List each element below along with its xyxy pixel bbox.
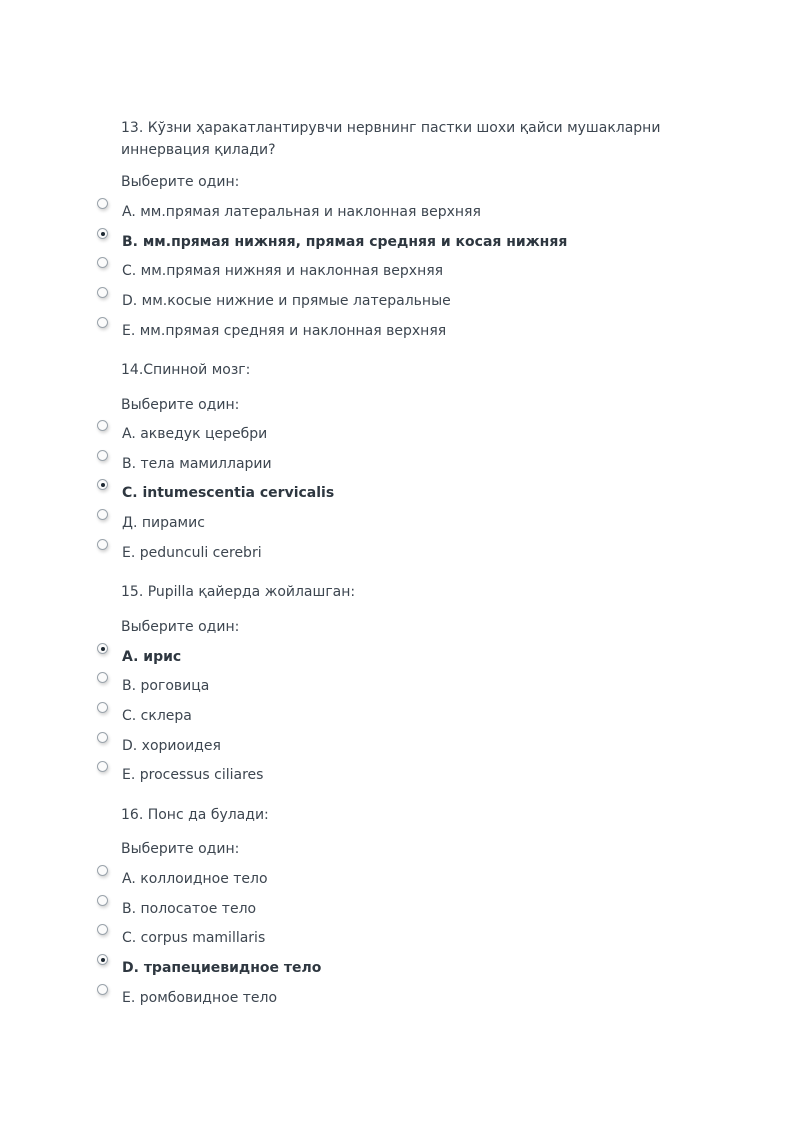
choose-one-prompt: Выберите один: [121, 619, 240, 635]
option-label: B. полосатое тело [122, 901, 257, 917]
radio-button[interactable] [97, 228, 108, 239]
option-label: E. pedunculi cerebri [122, 545, 262, 561]
answer-option[interactable] [0, 865, 800, 889]
question-text: 13. Кўзни ҳаракатлантирувчи нервнинг пастки шохи қайси мушакларни иннервация қилади? [121, 120, 661, 158]
question-text: 14.Спинной мозг: [121, 362, 251, 378]
answer-option[interactable] [0, 287, 800, 311]
option-label: E. processus ciliares [122, 767, 264, 783]
radio-button[interactable] [97, 450, 108, 461]
option-label: C. intumescentia cervicalis [122, 485, 335, 501]
option-label: D. хориоидея [122, 738, 221, 754]
choose-one-prompt: Выберите один: [121, 174, 240, 190]
radio-button[interactable] [97, 317, 108, 328]
question-text: 16. Понс да булади: [121, 807, 269, 823]
option-label: A. коллоидное тело [122, 871, 268, 887]
answer-option[interactable] [0, 924, 800, 948]
option-label: B. мм.прямая нижняя, прямая средняя и косая нижняя [122, 234, 568, 250]
radio-button[interactable] [97, 539, 108, 550]
answer-option[interactable] [0, 643, 800, 667]
option-label: D. трапециевидное тело [122, 960, 322, 976]
option-label: C. corpus mamillaris [122, 930, 266, 946]
answer-option[interactable] [0, 702, 800, 726]
answer-option[interactable] [0, 198, 800, 222]
option-label: A. акведук церебри [122, 426, 268, 442]
option-label: Д. пирамис [122, 515, 205, 531]
option-label: A. мм.прямая латеральная и наклонная верхняя [122, 204, 481, 220]
option-label: C. мм.прямая нижняя и наклонная верхняя [122, 263, 444, 279]
question-text: 15. Pupilla қайерда жойлашган: [121, 584, 356, 600]
radio-button[interactable] [97, 672, 108, 683]
option-label: C. склера [122, 708, 192, 724]
radio-button[interactable] [97, 198, 108, 209]
radio-button[interactable] [97, 643, 108, 654]
radio-button[interactable] [97, 732, 108, 743]
answer-option[interactable] [0, 228, 800, 252]
answer-option[interactable] [0, 479, 800, 503]
answer-option[interactable] [0, 761, 800, 785]
choose-one-prompt: Выберите один: [121, 841, 240, 857]
radio-button[interactable] [97, 420, 108, 431]
radio-button[interactable] [97, 702, 108, 713]
answer-option[interactable] [0, 895, 800, 919]
option-label: A. ирис [122, 649, 182, 665]
radio-button[interactable] [97, 509, 108, 520]
option-label: D. мм.косые нижние и прямые латеральные [122, 293, 451, 309]
radio-button[interactable] [97, 287, 108, 298]
option-label: B. роговица [122, 678, 210, 694]
radio-button[interactable] [97, 895, 108, 906]
answer-option[interactable] [0, 450, 800, 474]
radio-button[interactable] [97, 479, 108, 490]
option-label: E. ромбовидное тело [122, 990, 278, 1006]
answer-option[interactable] [0, 509, 800, 533]
answer-option[interactable] [0, 672, 800, 696]
answer-option[interactable] [0, 257, 800, 281]
radio-button[interactable] [97, 984, 108, 995]
answer-option[interactable] [0, 954, 800, 978]
radio-button[interactable] [97, 865, 108, 876]
radio-button[interactable] [97, 954, 108, 965]
answer-option[interactable] [0, 420, 800, 444]
option-label: E. мм.прямая средняя и наклонная верхняя [122, 323, 447, 339]
option-label: B. тела мамилларии [122, 456, 272, 472]
radio-button[interactable] [97, 257, 108, 268]
answer-option[interactable] [0, 732, 800, 756]
radio-button[interactable] [97, 761, 108, 772]
answer-option[interactable] [0, 539, 800, 563]
answer-option[interactable] [0, 984, 800, 1008]
answer-option[interactable] [0, 317, 800, 341]
radio-button[interactable] [97, 924, 108, 935]
choose-one-prompt: Выберите один: [121, 397, 240, 413]
